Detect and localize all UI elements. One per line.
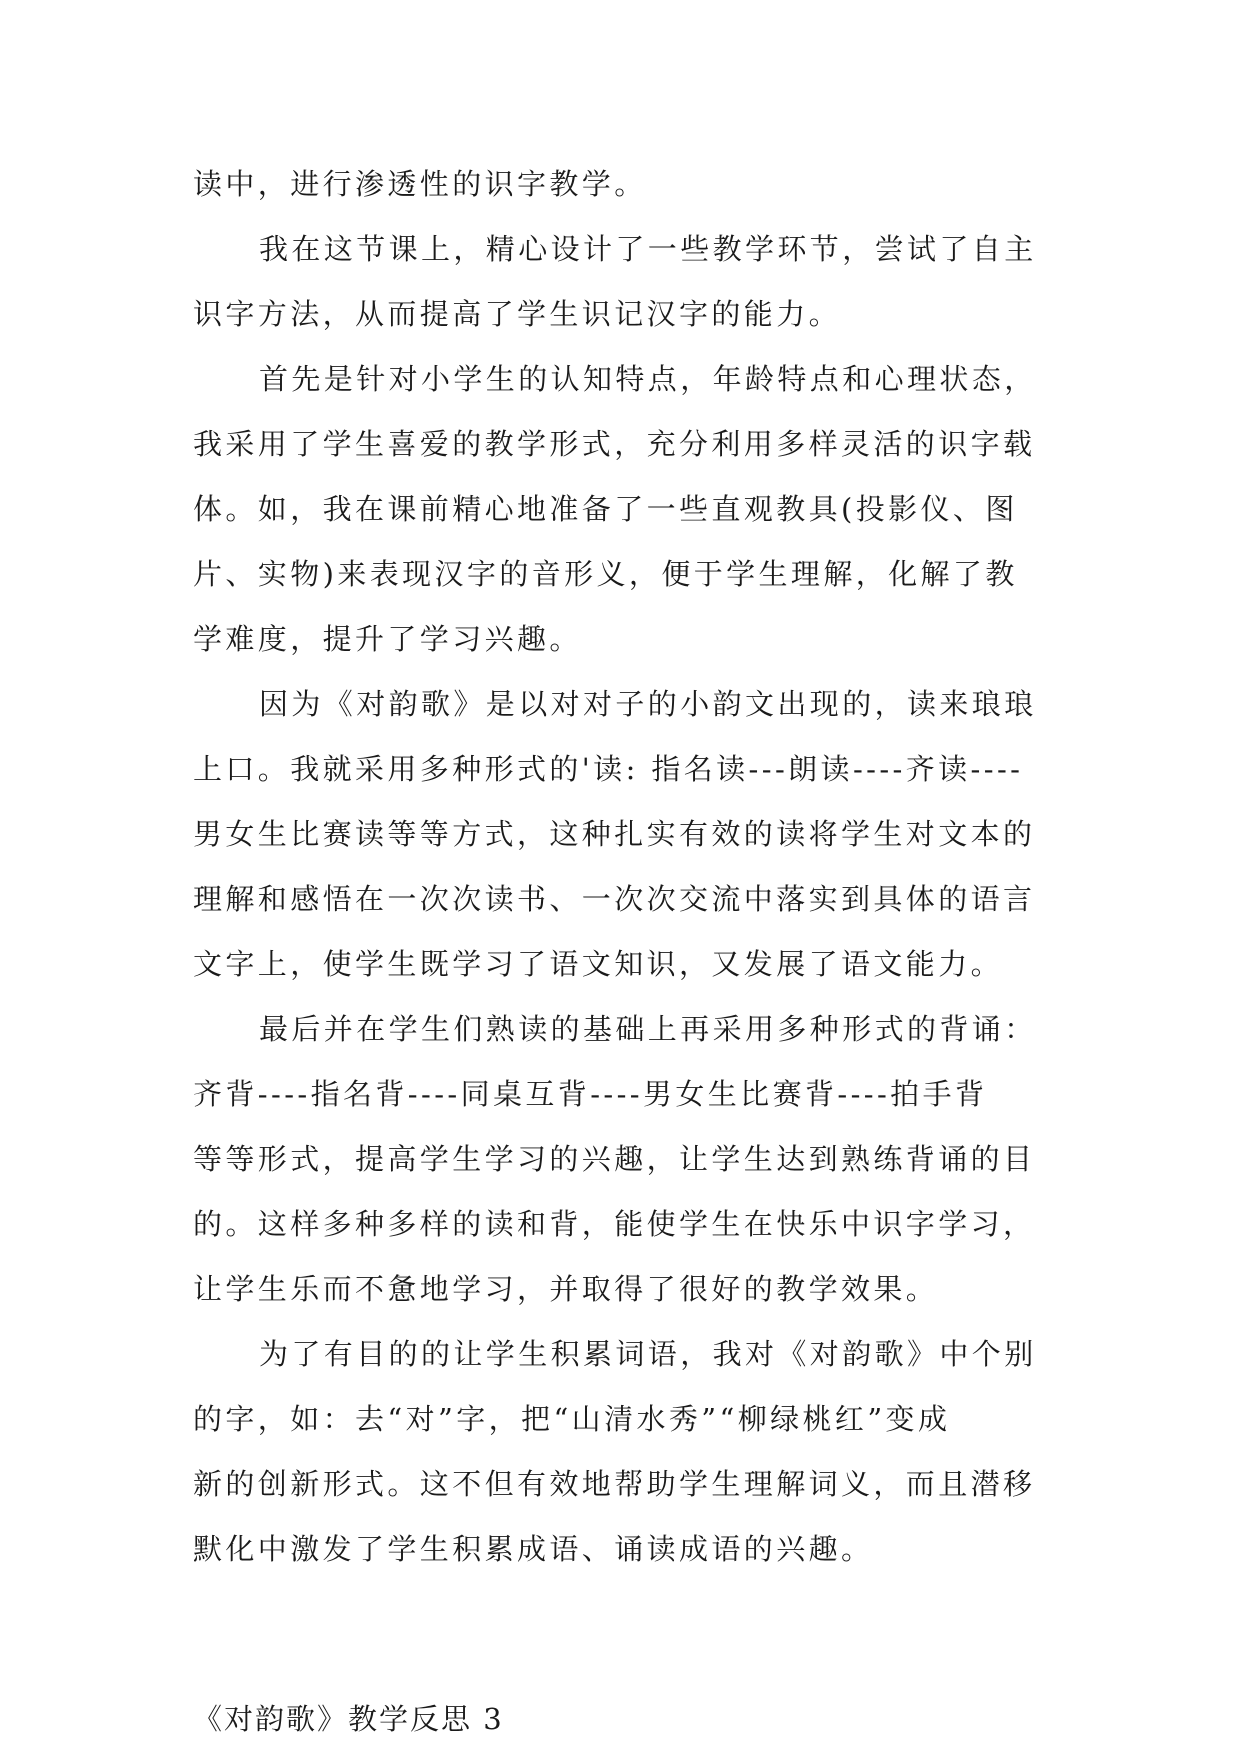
text-line: 我在这节课上，精心设计了一些教学环节，尝试了自主 (259, 232, 1037, 266)
text-line: 首先是针对小学生的认知特点，年龄特点和心理状态， (259, 362, 1037, 396)
text-line: 文字上，使学生既学习了语文知识，又发展了语文能力。 (193, 947, 1004, 981)
text-line: 让学生乐而不惫地学习，并取得了很好的教学效果。 (193, 1272, 939, 1306)
text-line: 等等形式，提高学生学习的兴趣，让学生达到熟练背诵的目 (193, 1142, 1036, 1176)
paragraph (193, 217, 1053, 347)
paragraph (193, 152, 1053, 217)
text-line: 默化中激发了学生积累成语、诵读成语的兴趣。 (193, 1532, 874, 1566)
paragraph (193, 1322, 1053, 1582)
text-line: 体。如，我在课前精心地准备了一些直观教具(投影仪、图 (193, 492, 1018, 526)
text-line: 因为《对韵歌》是以对对子的小韵文出现的，读来琅琅 (259, 687, 1037, 721)
text-line: 新的创新形式。这不但有效地帮助学生理解词义，而且潜移 (193, 1467, 1036, 1501)
text-line: 的。这样多种多样的读和背，能使学生在快乐中识字学习， (193, 1207, 1036, 1241)
text-line: 男女生比赛读等等方式，这种扎实有效的读将学生对文本的 (193, 817, 1036, 851)
text-line: 理解和感悟在一次次读书、一次次交流中落实到具体的语言 (193, 882, 1036, 916)
paragraph (193, 347, 1053, 672)
text-line: 上口。我就采用多种形式的'读: 指名读---朗读----齐读---- (193, 752, 1024, 786)
text-line: 我采用了学生喜爱的教学形式，充分利用多样灵活的识字载 (193, 427, 1036, 461)
paragraph (193, 997, 1053, 1322)
text-line: 读中，进行渗透性的识字教学。 (193, 167, 647, 201)
text-line: 的字，如：去“对”字，把“山清水秀”“柳绿桃红”变成 (193, 1402, 951, 1436)
text-line: 识字方法，从而提高了学生识记汉字的能力。 (193, 297, 842, 331)
text-line: 齐背----指名背----同桌互背----男女生比赛背----拍手背 (193, 1077, 988, 1111)
document-body (193, 152, 1053, 1752)
section-heading: 《对韵歌》教学反思 3 (193, 1702, 504, 1736)
text-line: 最后并在学生们熟读的基础上再采用多种形式的背诵： (259, 1012, 1037, 1046)
text-line: 学难度，提升了学习兴趣。 (193, 622, 582, 656)
text-line: 片、实物)来表现汉字的音形义，便于学生理解，化解了教 (193, 557, 1018, 591)
paragraph (193, 672, 1053, 997)
blank-line (193, 1582, 1053, 1647)
text-line: 为了有目的的让学生积累词语，我对《对韵歌》中个别 (259, 1337, 1037, 1371)
